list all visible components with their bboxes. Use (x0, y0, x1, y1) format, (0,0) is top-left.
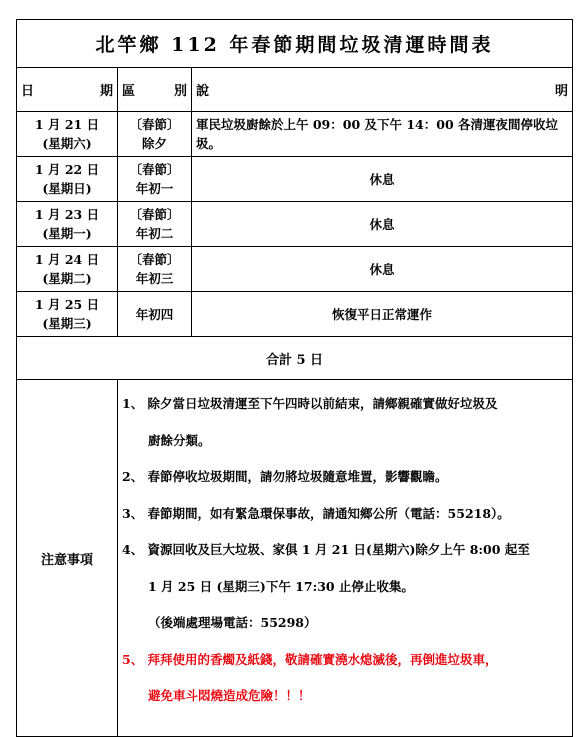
area-line-2: 年初三 (135, 271, 174, 286)
header-desc-char-1: 說 (196, 84, 210, 99)
description-cell: 休息 (192, 247, 573, 292)
area-cell (118, 202, 192, 247)
note-line-1-cont: 廚餘分類。 (148, 432, 211, 448)
header-area-char-1: 區 (122, 84, 136, 99)
notes-content (118, 380, 573, 737)
note-line-4-phone: （後端處理場電話：55298） (148, 615, 317, 631)
weekday-text: (星期三) (42, 316, 92, 331)
total-days: 合計 5 日 (17, 337, 573, 380)
table-row (17, 157, 573, 202)
date-text: 1 月 22 日 (34, 162, 100, 177)
page-title: 北竿鄉 112 年春節期間垃圾清運時間表 (17, 20, 573, 68)
date-cell (17, 202, 118, 247)
area-cell (118, 157, 192, 202)
table-row (17, 292, 573, 337)
header-row (17, 68, 573, 112)
note-line-5-warning: 5、 拜拜使用的香燭及紙錢，敬請確實澆水熄滅後，再倒進垃圾車， (122, 651, 498, 667)
header-date-char-1: 日 (21, 84, 35, 99)
date-text: 1 月 25 日 (34, 297, 100, 312)
note-line-3: 3、 春節期間，如有緊急環保事故，請通知鄉公所（電話：55218）。 (122, 505, 510, 521)
area-line-2: 除夕 (141, 136, 167, 151)
description-cell: 軍民垃圾廚餘於上午 09：00 及下午 14：00 各清運夜間停收垃圾。 (192, 112, 573, 157)
notes-row (17, 380, 573, 737)
table-row (17, 112, 573, 157)
note-line-1: 1、 除夕當日垃圾清運至下午四時以前結束，請鄉親確實做好垃圾及 (122, 396, 498, 412)
date-text: 1 月 21 日 (34, 117, 100, 132)
area-line-1: 〔春節〕 (129, 117, 180, 132)
area-cell (118, 292, 192, 337)
note-line-5-warning-cont: 避免車斗悶燒造成危險！！！ (148, 688, 311, 704)
area-cell (118, 112, 192, 157)
note-line-4: 4、 資源回收及巨大垃圾、家俱 1 月 21 日(星期六)除夕上午 8:00 起至 (122, 542, 530, 558)
area-line-2: 年初二 (135, 226, 174, 241)
header-area (118, 68, 192, 112)
notes-label: 注意事項 (17, 380, 118, 737)
table-row (17, 247, 573, 292)
description-cell: 恢復平日正常運作 (192, 292, 573, 337)
table-row (17, 202, 573, 247)
weekday-text: (星期二) (42, 271, 92, 286)
header-description (192, 68, 573, 112)
header-area-char-2: 別 (173, 84, 187, 99)
date-cell (17, 112, 118, 157)
header-desc-char-2: 明 (554, 84, 568, 99)
date-cell (17, 247, 118, 292)
area-line-1: 〔春節〕 (129, 162, 180, 177)
area-cell (118, 247, 192, 292)
note-line-4-cont: 1 月 25 日 (星期三)下午 17:30 止停止收集。 (148, 578, 414, 594)
weekday-text: (星期日) (42, 181, 92, 196)
date-text: 1 月 23 日 (34, 207, 100, 222)
area-line-1: 〔春節〕 (129, 207, 180, 222)
title-row (17, 20, 573, 68)
description-cell: 休息 (192, 202, 573, 247)
description-cell: 休息 (192, 157, 573, 202)
area-line-2: 年初一 (135, 181, 174, 196)
date-cell (17, 292, 118, 337)
area-line-1: 年初四 (135, 306, 174, 322)
garbage-schedule-table (16, 19, 573, 737)
note-line-2: 2、 春節停收垃圾期間，請勿將垃圾隨意堆置，影響觀瞻。 (122, 469, 448, 485)
date-text: 1 月 24 日 (34, 252, 100, 267)
header-date (17, 68, 118, 112)
total-row (17, 337, 573, 380)
weekday-text: (星期一) (42, 226, 92, 241)
date-cell (17, 157, 118, 202)
weekday-text: (星期六) (42, 136, 92, 151)
header-date-char-2: 期 (99, 84, 113, 99)
area-line-1: 〔春節〕 (129, 252, 180, 267)
